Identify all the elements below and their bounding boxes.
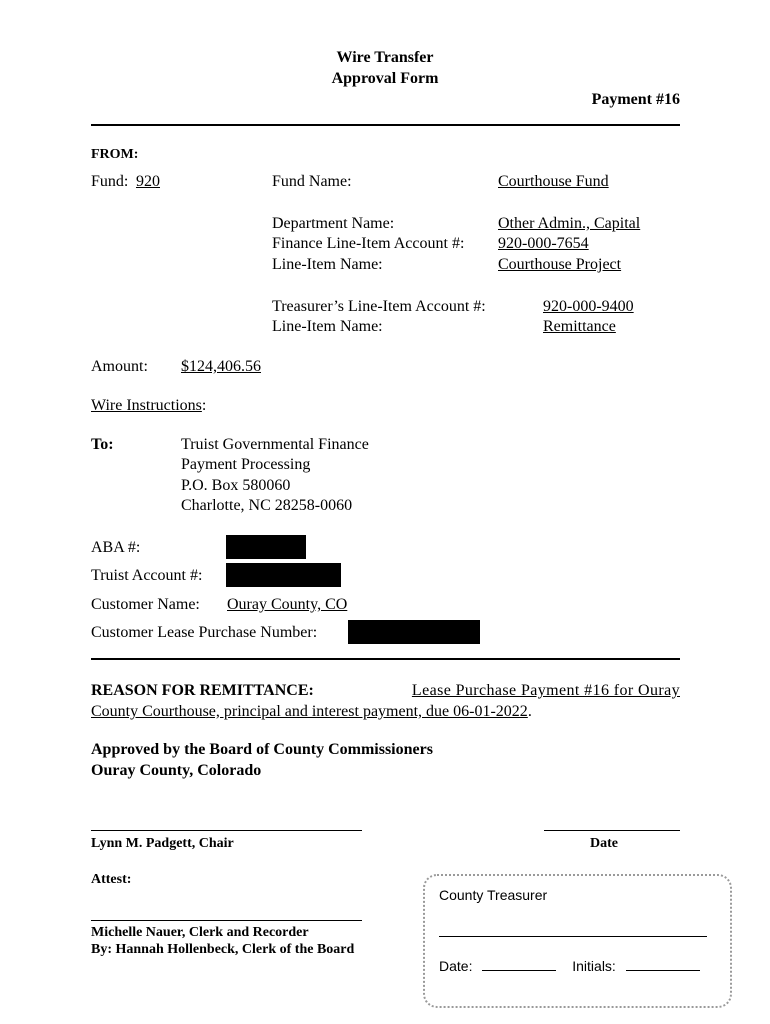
customer-name-label: Customer Name:	[91, 596, 200, 613]
treasurer-box-title: County Treasurer	[439, 887, 548, 903]
attest-label: Attest:	[91, 872, 132, 887]
treasurer-date-field[interactable]	[482, 956, 556, 971]
approval-line2: Ouray County, Colorado	[91, 762, 262, 779]
aba-label: ABA #:	[91, 539, 141, 556]
to-label: To:	[91, 436, 114, 453]
line-item2-value: Remittance	[543, 318, 616, 335]
reason-text-line1: Lease Purchase Payment #16 for Ouray	[411, 682, 680, 699]
form-title-line1: Wire Transfer	[336, 49, 434, 66]
fund-name-value: Courthouse Fund	[498, 173, 609, 190]
payment-number: Payment #16	[591, 91, 680, 108]
customer-name-value: Ouray County, CO	[227, 596, 348, 613]
department-value: Other Admin., Capital	[498, 215, 641, 232]
county-treasurer-box	[423, 874, 732, 1008]
truist-account-redaction	[226, 563, 341, 587]
fund-name-label: Fund Name:	[272, 173, 352, 190]
treasurer-account-value: 920-000-9400	[543, 298, 634, 315]
to-line-2: Payment Processing	[181, 456, 311, 473]
wire-instructions-link: Wire Instructions	[91, 397, 202, 414]
treasurer-account-label: Treasurer’s Line-Item Account #:	[272, 298, 486, 315]
reason-label: REASON FOR REMITTANCE:	[91, 682, 314, 699]
finance-account-label: Finance Line-Item Account #:	[272, 235, 465, 252]
clerk-name: Michelle Nauer, Clerk and Recorder	[91, 925, 309, 940]
wire-instructions-colon: :	[201, 397, 207, 414]
header-divider	[91, 124, 680, 126]
amount-label: Amount:	[91, 358, 148, 375]
line-item-label: Line-Item Name:	[272, 256, 383, 273]
truist-account-label: Truist Account #:	[91, 567, 203, 584]
amount-value: $124,406.56	[181, 358, 261, 375]
date-signature-line	[544, 830, 680, 831]
reason-text-line2: County Courthouse, principal and interest payment, due 06-01-2022	[91, 703, 528, 720]
lease-number-label: Customer Lease Purchase Number:	[91, 624, 318, 641]
fund-label: Fund:	[91, 173, 129, 190]
department-label: Department Name:	[272, 215, 395, 232]
date-label: Date	[590, 836, 618, 851]
treasurer-initials-field[interactable]	[626, 956, 700, 971]
to-line-3: P.O. Box 580060	[181, 477, 291, 494]
clerk-by: By: Hannah Hollenbeck, Clerk of the Board	[91, 942, 355, 957]
line-item2-label: Line-Item Name:	[272, 318, 383, 335]
line-item-value: Courthouse Project	[498, 256, 622, 273]
clerk-signature-line	[91, 920, 362, 921]
approval-line1: Approved by the Board of County Commissioners	[91, 741, 433, 758]
to-line-4: Charlotte, NC 28258-0060	[181, 497, 353, 514]
wire-divider	[91, 658, 680, 660]
reason-line1	[91, 681, 680, 701]
to-line-1: Truist Governmental Finance	[181, 436, 369, 453]
aba-redaction	[226, 535, 306, 559]
chair-signature-line	[91, 830, 362, 831]
finance-account-value: 920-000-7654	[498, 235, 589, 252]
fund-value: 920	[136, 173, 160, 190]
form-title-line2: Approval Form	[331, 70, 439, 87]
lease-number-redaction	[348, 620, 480, 644]
chair-name: Lynn M. Padgett, Chair	[91, 836, 234, 851]
reason-period: .	[527, 703, 532, 720]
treasurer-initials-label: Initials:	[572, 958, 616, 974]
treasurer-date-row	[439, 956, 700, 974]
reason-line2	[91, 702, 532, 722]
treasurer-signature-line	[439, 936, 707, 937]
from-label: FROM:	[91, 147, 139, 162]
wire-instructions-heading	[91, 396, 206, 416]
treasurer-date-label: Date:	[439, 958, 473, 974]
